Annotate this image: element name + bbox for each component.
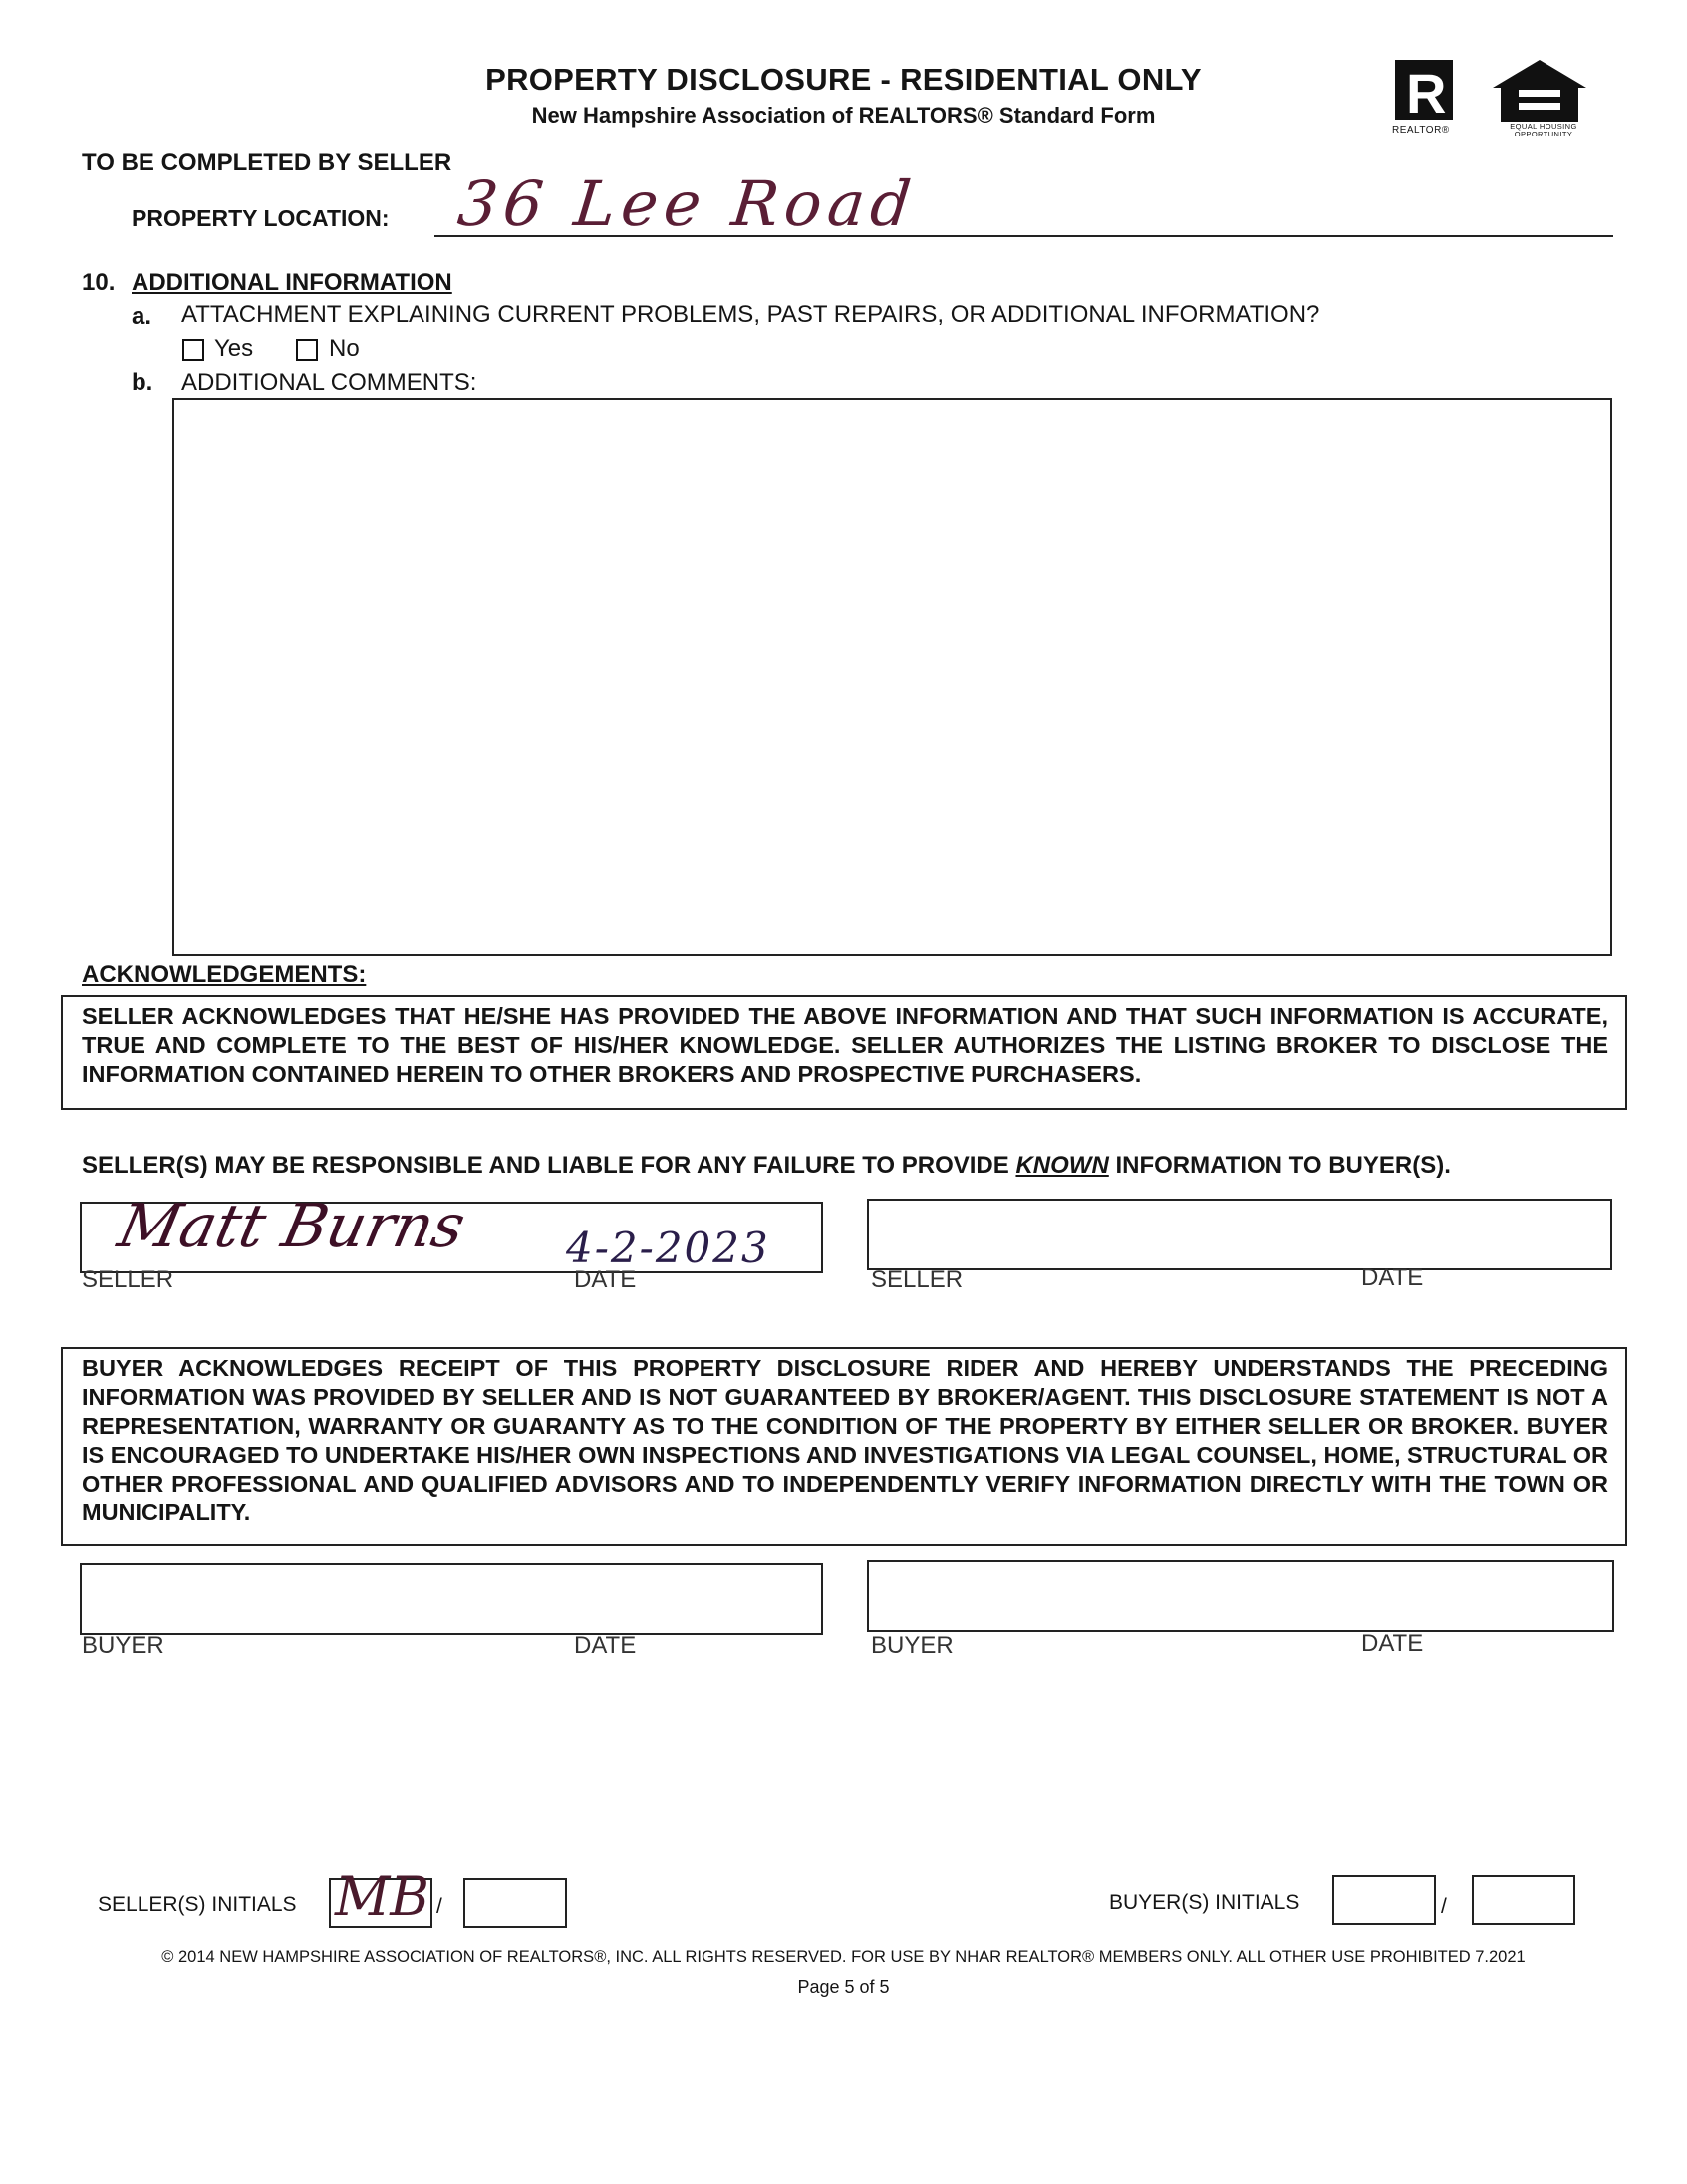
liability-statement [82,1152,1451,1180]
form-title: PROPERTY DISCLOSURE - RESIDENTIAL ONLY [485,62,1202,97]
seller-2-label: SELLER [871,1266,964,1293]
eho-logo-label: EQUAL HOUSING OPPORTUNITY [1510,122,1577,138]
form-subtitle: New Hampshire Association of REALTORS® Standard Form [531,103,1156,128]
buyer-1-date-label: DATE [574,1632,637,1659]
acknowledgements-heading: ACKNOWLEDGEMENTS: [82,961,367,988]
item-a-question: ATTACHMENT EXPLAINING CURRENT PROBLEMS, PAST REPAIRS, OR ADDITIONAL INFORMATION? [181,301,1320,328]
equal-housing-icon [1485,58,1594,128]
buyer-acknowledgement-text: BUYER ACKNOWLEDGES RECEIPT OF THIS PROPERTY DISCLOSURE RIDER AND HEREBY UNDERSTANDS THE PRECEDING INFORMATION WAS PROVIDED BY SELLER AND IS NOT GUARANTEED BY BROKER/AGENT. THIS DISCLOSURE STATEMENT IS NOT A REPRESENTATION, WARRANTY OR GUARANTY AS TO THE CONDITION OF THE PROPERTY BY EITHER SELLER OR BROKER. BUYER IS ENCOURAGED TO UNDERTAKE HIS/HER OWN INSPECTIONS AND INVESTIGATIONS VIA LEGAL COUNSEL, HOME, STRUCTURAL OR OTHER PROFESSIONAL AND QUALIFIED ADVISORS AND TO INDEPENDENTLY VERIFY INFORMATION DIRECTLY WITH THE TOWN OR MUNICIPALITY. [82,1355,1608,1525]
liability-suffix: INFORMATION TO BUYER(S). [1108,1152,1451,1179]
seller-initials-separator: / [436,1895,442,1918]
buyer-1-initials-box[interactable] [1332,1875,1436,1925]
yes-label: Yes [214,335,254,362]
buyer-1-signature-box[interactable] [80,1563,823,1635]
item-b-label: ADDITIONAL COMMENTS: [181,369,477,396]
seller-1-signature: Matt Burns [112,1192,471,1261]
buyer-1-label: BUYER [82,1632,164,1659]
page-number: Page 5 of 5 [797,1977,890,1997]
buyer-2-date-label: DATE [1361,1630,1424,1657]
seller-1-initials: MB [335,1865,429,1928]
yes-checkbox[interactable] [182,339,204,361]
liability-prefix: SELLER(S) MAY BE RESPONSIBLE AND LIABLE FOR ANY FAILURE TO PROVIDE [82,1152,1016,1179]
seller-2-signature-box[interactable] [867,1199,1612,1270]
seller-1-label: SELLER [82,1266,174,1293]
to-be-completed-heading: TO BE COMPLETED BY SELLER [82,149,452,176]
seller-2-initials-box[interactable] [463,1878,567,1928]
buyer-2-initials-box[interactable] [1472,1875,1575,1925]
section-title: ADDITIONAL INFORMATION [132,269,452,296]
realtor-logo-label: REALTOR® [1392,125,1450,136]
property-location-label: PROPERTY LOCATION: [132,205,390,231]
realtor-logo [1395,60,1453,125]
section-number: 10. [82,269,116,296]
additional-comments-textarea[interactable] [172,398,1612,956]
seller-acknowledgement-text: SELLER ACKNOWLEDGES THAT HE/SHE HAS PROVIDED THE ABOVE INFORMATION AND THAT SUCH INFORMATION IS ACCURATE, TRUE AND COMPLETE TO THE BEST OF HIS/HER KNOWLEDGE. SELLER AUTHORIZES THE LISTING BROKER TO DISCLOSE THE INFORMATION CONTAINED HEREIN TO OTHER BROKERS AND PROSPECTIVE PURCHASERS. [82,1003,1608,1087]
buyer-2-label: BUYER [871,1632,954,1659]
property-location-field[interactable]: 36 Lee Road [454,167,921,240]
no-label: No [329,335,360,362]
realtor-logo-letter: R [1406,62,1447,125]
buyer-2-signature-box[interactable] [867,1560,1614,1632]
seller-1-date: 4-2-2023 [566,1224,770,1272]
buyer-initials-separator: / [1441,1895,1447,1918]
no-checkbox[interactable] [296,339,318,361]
liability-emphasis: KNOWN [1015,1152,1109,1179]
item-a-letter: a. [132,303,152,330]
seller-1-date-label: DATE [574,1266,637,1293]
seller-initials-label: SELLER(S) INITIALS [98,1893,297,1916]
copyright-footer: © 2014 NEW HAMPSHIRE ASSOCIATION OF REALTORS®, INC. ALL RIGHTS RESERVED. FOR USE BY NHAR REALTOR® MEMBERS ONLY. ALL OTHER USE PROHIBITED 7.2021 [161,1948,1526,1966]
seller-2-date-label: DATE [1361,1264,1424,1291]
item-b-letter: b. [132,369,153,396]
buyer-initials-label: BUYER(S) INITIALS [1109,1891,1300,1914]
